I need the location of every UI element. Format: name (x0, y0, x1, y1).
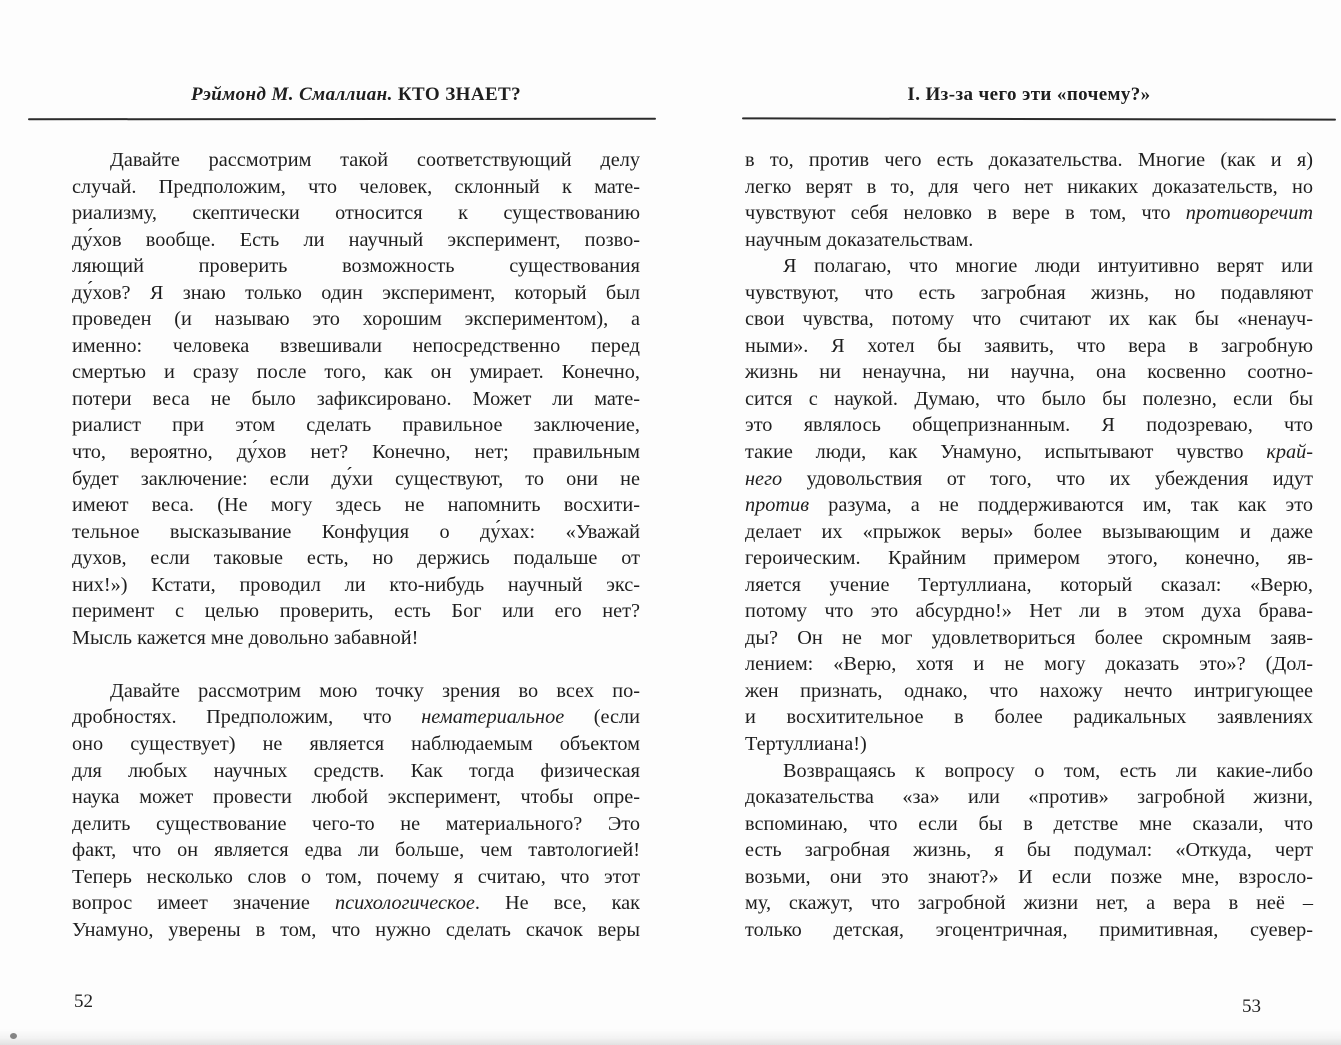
text-line: Возвращаясь к вопросу о том, есть ли какие-либо (783, 759, 1313, 782)
text-line: вопрос имеет значение психологическое. Не все, как (72, 892, 640, 915)
text-line: героическим. Крайним примером этого, конечно, яв- (745, 547, 1313, 570)
right-page (745, 0, 1313, 1045)
text-line: него удовольствия от того, что их убеждения идут (745, 467, 1313, 490)
text-line: Мысль кажется мне довольно забавной! (72, 626, 419, 649)
text-line: факт, что он является едва ли больше, чем тавтологией! (72, 839, 640, 862)
text-line: риализму, скептически относится к существованию (72, 202, 640, 225)
scan-speck (10, 1033, 17, 1039)
text-line: потому что это абсурдно!» Нет ли в этом духа брава- (745, 600, 1313, 623)
text-line: лением: «Верю, хотя и не могу доказать это»? (Дол- (745, 653, 1313, 676)
text-line: жен признать, однако, что нахожу нечто интригующее (745, 679, 1313, 702)
text-line: будет заключение: если ду́хи существуют, то они не (72, 467, 640, 490)
text-line: потери веса не было зафиксировано. Может ли мате- (72, 387, 640, 410)
text-line: чувствуют себя неловко в вере в том, что противоречит (745, 202, 1313, 225)
text-line: имеют веса. (Не могу здесь не напомнить восхити- (72, 494, 640, 517)
text-line: такие люди, как Унамуно, испытывают чувство край- (745, 441, 1313, 464)
text-line: наука может провести любой эксперимент, чтобы опре- (72, 786, 640, 809)
left-running-head: Рэймонд М. Смаллиан. КТО ЗНАЕТ? (190, 84, 521, 105)
text-line: му, скажут, что загробной жизни нет, а вера в неё – (745, 892, 1313, 915)
text-line: в то, против чего есть доказательства. Многие (как и я) (745, 149, 1313, 171)
text-line: делить существование чего-то не материального? Это (72, 812, 640, 835)
text-line: риалист при этом сделать правильное заключение, (72, 414, 640, 437)
text-line: сится с наукой. Думаю, что было бы полезно, если бы (745, 387, 1313, 410)
left-page-number: 52 (74, 991, 93, 1012)
text-line: научным доказательствам. (745, 228, 974, 251)
text-line: легко верят в то, для чего нет никаких доказательств, но (745, 175, 1313, 198)
text-line: дробностях. Предположим, что нематериальное (если (72, 706, 640, 729)
text-line: ляется учение Тертуллиана, который сказал: «Верю, (745, 573, 1313, 596)
text-line: доказательства «за» или «против» загробной жизни, (745, 786, 1313, 809)
left-page (72, 0, 640, 1045)
right-page-number: 53 (1242, 996, 1261, 1017)
text-line: Унамуно, уверены в том, что нужно сделать скачок веры (72, 918, 640, 941)
text-line: ды? Он не мог удовлетвориться более скромным заяв- (745, 626, 1313, 649)
text-line: свои чувства, потому что считают их как бы «ненауч- (745, 308, 1313, 331)
text-line: чувствуют, что есть загробная жизнь, но подавляют (745, 281, 1313, 304)
paragraph-gap (72, 651, 640, 678)
text-line: Тертуллиана!) (745, 733, 867, 756)
text-line: случай. Предположим, что человек, склонный к мате- (72, 175, 640, 198)
text-line: только детская, эгоцентричная, примитивная, суевер- (745, 918, 1313, 941)
text-line: ными». Я хотел бы заявить, что вера в загробную (745, 334, 1313, 357)
text-line: них!») Кстати, проводил ли кто-нибудь научный экс- (72, 573, 640, 596)
right-running-head: I. Из-за чего эти «почему?» (907, 84, 1151, 105)
text-line: Давайте рассмотрим мою точку зрения во всех по- (110, 679, 640, 702)
text-line: оно существует) не является наблюдаемым объектом (72, 733, 640, 756)
text-line: что, вероятно, ду́хов нет? Конечно, нет; правильным (72, 441, 640, 464)
text-line: Я полагаю, что многие люди интуитивно верят или (783, 255, 1313, 278)
text-line: делает их «прыжок веры» более вызывающим и даже (745, 520, 1313, 543)
text-line: вспоминаю, что если бы в детстве мне сказали, что (745, 812, 1313, 835)
text-line: возьми, они это знают?» И если позже мне, взросло- (745, 865, 1313, 888)
text-line: именно: человека взвешивали непосредственно перед (72, 334, 640, 357)
text-line: ду́хов? Я знаю только один эксперимент, который был (72, 281, 640, 304)
scan-bottom-shadow (0, 1029, 1341, 1045)
text-line: смертью и сразу после того, как он умирает. Конечно, (72, 361, 640, 384)
text-line: перимент с целью проверить, есть Бог или его нет? (72, 600, 640, 623)
right-page-text (745, 147, 1313, 943)
text-line: проведен (и называю это хорошим экспериментом), а (72, 308, 640, 331)
text-line: тельное высказывание Конфуция о ду́хах: «Уважай (72, 520, 640, 543)
text-line: есть загробная жизнь, я бы подумал: «Откуда, черт (745, 839, 1313, 862)
text-line: Теперь несколько слов о том, почему я считаю, что этот (72, 865, 640, 888)
text-line: ляющий проверить возможность существования (72, 255, 640, 278)
text-line: против разума, а не поддерживаются им, так как это (745, 494, 1313, 517)
text-line: жизнь ни ненаучна, ни научна, она косвенно соотно- (745, 361, 1313, 384)
text-line: это являлось общепризнанным. Я подозреваю, что (745, 414, 1313, 437)
text-line: Давайте рассмотрим такой соответствующий делу (110, 149, 640, 171)
text-line: ду́хов вообще. Есть ли научный эксперимент, позво- (72, 228, 640, 251)
left-page-text (72, 147, 640, 943)
text-line: для любых научных средств. Как тогда физическая (72, 759, 640, 782)
text-line: и восхитительное в более радикальных заявлениях (745, 706, 1313, 729)
text-line: духов, если таковые есть, но держись подальше от (72, 547, 640, 570)
